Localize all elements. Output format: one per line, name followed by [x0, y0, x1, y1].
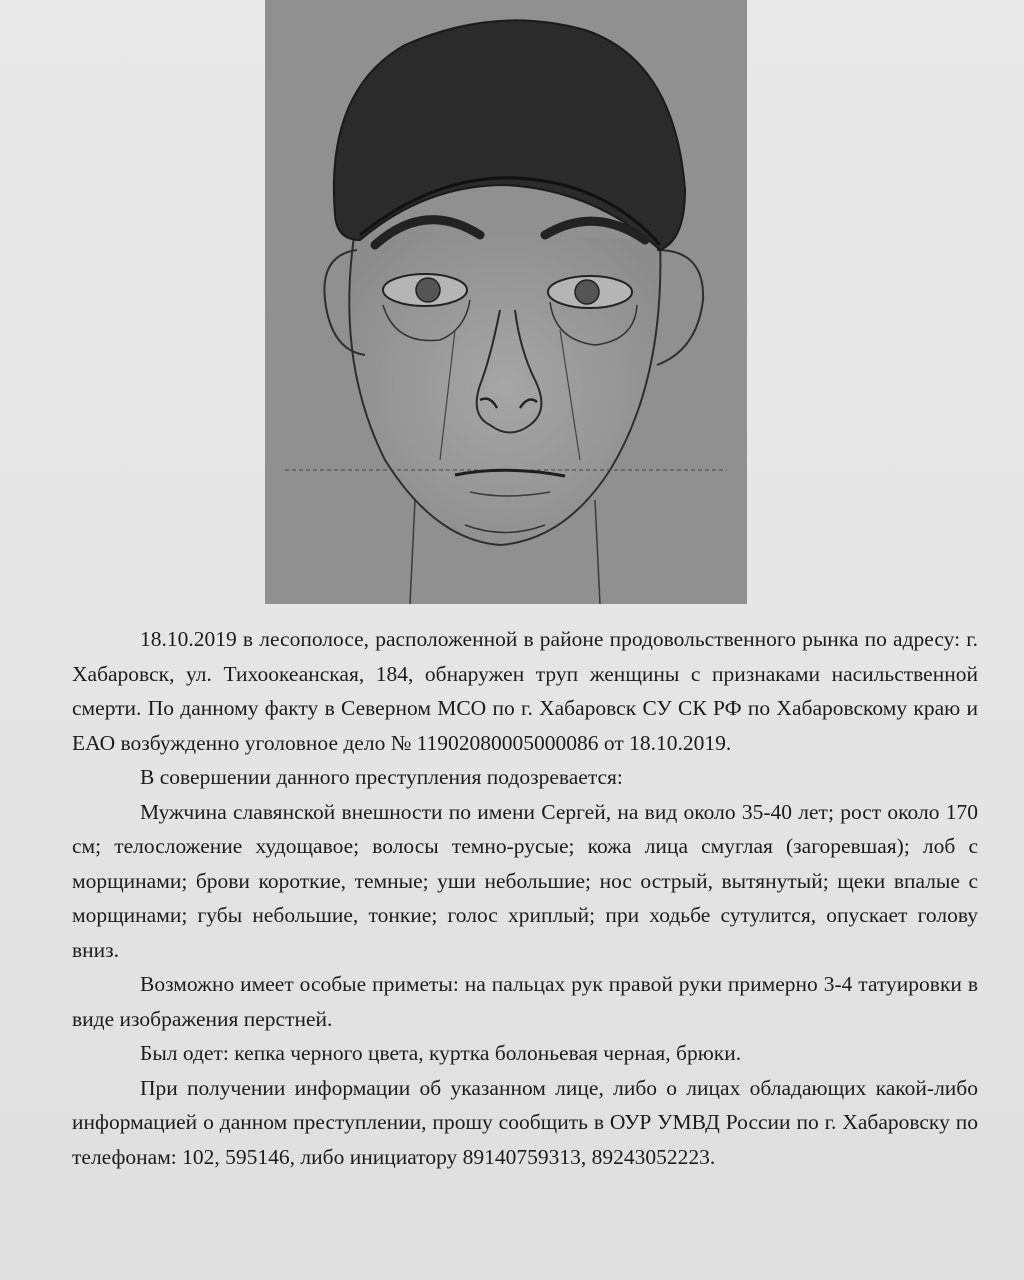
- paragraph-description: Мужчина славянской внешности по имени Сергей, на вид около 35-40 лет; рост около 170 см; телосложение худощавое; волосы темно-русые; кожа лица смуглая (загоревшая); лоб с морщинами; брови короткие, темные; уши небольшие; нос острый, вытянутый; щеки впалые с морщинами; губы небольшие, тонкие; голос хриплый; при ходьбе сутулится, опускает голову вниз.: [72, 799, 978, 962]
- paragraph-clothing: Был одет: кепка черного цвета, куртка болоньевая черная, брюки.: [140, 1041, 742, 1065]
- composite-sketch: [265, 0, 747, 604]
- face-sketch-icon: [265, 0, 747, 604]
- paragraph-marks: Возможно имеет особые приметы: на пальцах рук правой руки примерно 3-4 татуировки в виде изображения перстней.: [72, 972, 978, 1031]
- paragraph-incident: 18.10.2019 в лесополосе, расположенной в районе продовольственного рынка по адресу: г. Хабаровск, ул. Тихоокеанская, 184, обнаружен труп женщины с признаками насильственной смерти. По данному факту в Северном МСО по г. Хабаровск СУ СК РФ по Хабаровскому краю и ЕАО возбужденно уголовное дело № 11902080005000086 от 18.10.2019.: [72, 627, 978, 755]
- paragraph-suspect-intro: В совершении данного преступления подозревается:: [140, 765, 623, 789]
- notice-text: [72, 622, 978, 1174]
- paragraph-contact: При получении информации об указанном лице, либо о лицах обладающих какой-либо информацией о данном преступлении, прошу сообщить в ОУР УМВД России по г. Хабаровску по телефонам: 102, 595146, либо инициатору 89140759313, 89243052223.: [72, 1075, 978, 1169]
